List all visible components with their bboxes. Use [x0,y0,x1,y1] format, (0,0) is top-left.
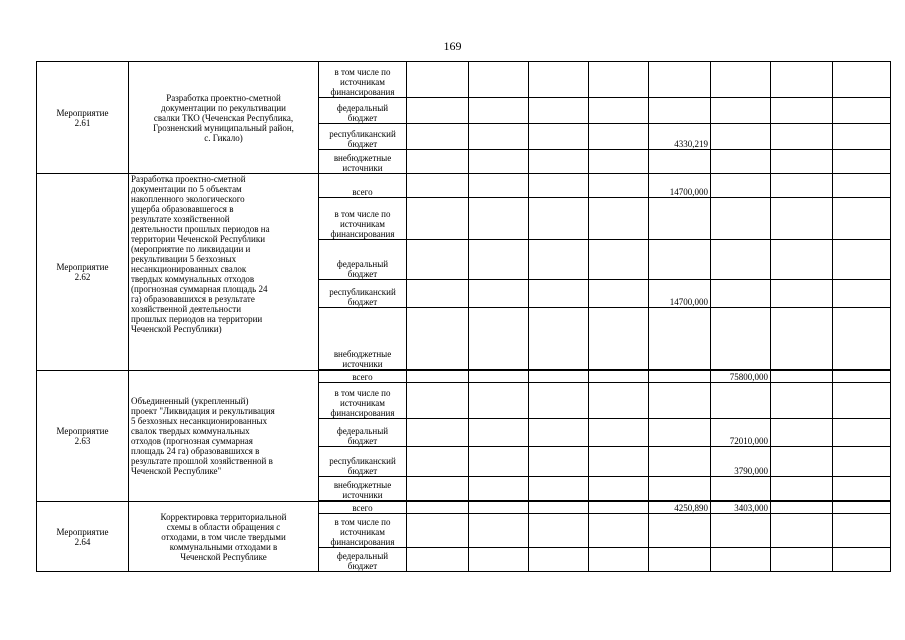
event-label: Мероприятие 2.62 [37,174,129,371]
value-cell: 14700,000 [649,280,711,308]
source-label: в том числе по источникам финансирования [319,62,407,98]
event-label: Мероприятие 2.63 [37,371,129,502]
source-label: федеральный бюджет [319,98,407,124]
source-label: всего [319,371,407,383]
source-label: федеральный бюджет [319,419,407,447]
source-label: в том числе по источникам финансирования [319,383,407,419]
source-label: всего [319,502,407,514]
source-label: республиканский бюджет [319,447,407,477]
value-cell: 3403,000 [711,502,771,514]
source-label: всего [319,174,407,198]
source-label: в том числе по источникам финансирования [319,514,407,548]
value-cell: 72010,000 [711,419,771,447]
event-label: Мероприятие 2.64 [37,502,129,572]
event-label: Мероприятие 2.61 [37,62,129,174]
source-label: федеральный бюджет [319,548,407,572]
event-description: Корректировка территориальной схемы в области обращения с отходами, в том числе твердыми коммунальными отходами в Чеченской Республике [129,502,319,572]
event-description: Разработка проектно-сметной документации по рекультивации свалки ТКО (Чеченская Республика, Грозненский муниципальный район, с. Гикало) [129,62,319,174]
table-row [37,174,891,198]
table-row [37,62,891,98]
source-label: федеральный бюджет [319,240,407,280]
event-description: Разработка проектно-сметной документации по 5 объектам накопленного экологического ущерба образовавшегося в результате хозяйственной деятельности прошлых периодов на территории Чеченской Республики (мероприятие по ликвидации и рекультивации 5 безхозных несанкционированных свалок твердых коммунальных отходов (прогнозная суммарная площадь 24 га) образовавшихся в результате хозяйственной деятельности прошлых периодов на территории Чеченской Республики) [129,174,319,371]
value-cell: 75800,000 [711,371,771,383]
event-description: Объединенный (укрепленный) проект "Ликвидация и рекультивация 5 безхозных несанкционированных свалок твердых коммунальных отходов (прогнозная суммарная площадь 24 га) образовавшихся в результате прошлой хозяйственной в Чеченской Республике" [129,371,319,502]
page-number: 169 [443,39,462,53]
source-label: республиканский бюджет [319,280,407,308]
budget-table [36,61,891,572]
value-cell: 3790,000 [711,447,771,477]
source-label: в том числе по источникам финансирования [319,198,407,240]
source-label: внебюджетные источники [319,477,407,501]
table-row [37,371,891,383]
table-row [37,502,891,514]
value-cell: 14700,000 [649,174,711,198]
value-cell: 4250,890 [649,502,711,514]
source-label: внебюджетные источники [319,308,407,370]
source-label: республиканский бюджет [319,124,407,150]
value-cell: 4330,219 [649,124,711,150]
source-label: внебюджетные источники [319,150,407,174]
